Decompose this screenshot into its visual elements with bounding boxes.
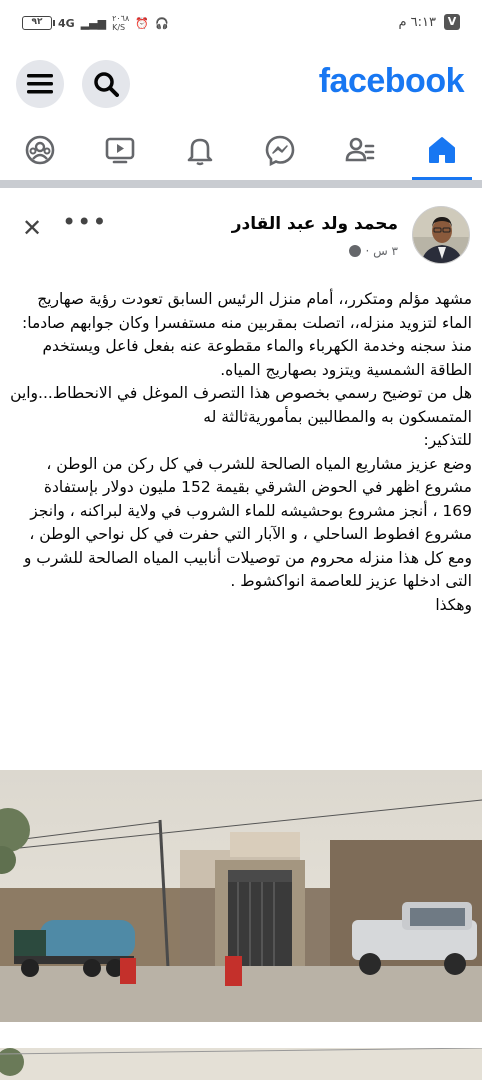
- status-right: [398, 14, 460, 30]
- nav-bar: [0, 122, 482, 180]
- nav-tab-notifications[interactable]: [178, 128, 222, 172]
- headphones-icon: 🎧: [154, 16, 169, 30]
- photo-scene: [0, 770, 482, 1022]
- groups-icon: [24, 134, 56, 166]
- bell-icon: [184, 134, 216, 166]
- close-icon[interactable]: ✕: [22, 214, 43, 242]
- status-left: [22, 14, 169, 32]
- post-text: مشهد مؤلم ومتكرر،، أمام منزل الرئيس السابق تعودت رؤية صهاريج الماء لتزويد منزله،، اتصلت بمقربين منه مستفسرا وكان جوابهم صادما: منذ سجنه وخدمة الكهرباء والماء مقطوعة عنه بفعل فاعل ويستخدم الطاقة الشمسية ويتزود بصهاريج المياه. هل من توضيح رسمي بخصوص هذا التصرف الموغل في الانحطاط...واين المتمسكون به والمطالبين بمأموريةثالثة له للتذكير: وضع عزيز مشاريع المياه الصالحة للشرب في كل ركن من الوطن ، مشروع اظهر في الحوض الشرقي بقيمة 152 مليون دولار بإستفادة 169 ، أنجز مشروع بوحشيشه للماء الشروب في ولاية لبراكنه ، وانجز مشروع افطوط الساحلي ، و الآبار التي حفرت في كل نواحي الوطن ، ومع كل هذا منزله محروم من توصيلات أنابيب المياه الصالحة للشرب و التى ادخلها عزيز للعاصمة انواكشوط . وهكذا: [10, 290, 472, 614]
- more-options-icon[interactable]: •••: [62, 208, 108, 236]
- post-card: [0, 188, 482, 1080]
- avatar-photo: [413, 207, 470, 264]
- alarm-icon: ⏰: [135, 16, 149, 30]
- watch-icon: [104, 134, 136, 166]
- globe-icon: [349, 245, 361, 257]
- section-divider: [0, 180, 482, 188]
- post-meta: [349, 244, 398, 258]
- nav-tab-messenger[interactable]: [258, 128, 302, 172]
- nav-tab-home[interactable]: [420, 128, 464, 172]
- speed-readout: [112, 14, 129, 32]
- battery-level: ٩٢: [31, 17, 43, 27]
- clock: ٦:١٣ م: [398, 14, 436, 30]
- network-label: 4G: [58, 16, 75, 30]
- photo-2-scene: [0, 1048, 482, 1080]
- status-bar: [0, 0, 482, 50]
- speed-unit: K/S: [112, 23, 126, 32]
- search-button[interactable]: [82, 60, 130, 108]
- facebook-logo[interactable]: facebook: [318, 62, 464, 100]
- battery-icon: [22, 16, 52, 30]
- search-icon: [93, 71, 119, 97]
- signal-icon: ▂▄▆: [80, 16, 107, 30]
- speed-value: ٢٠٦٨: [112, 14, 130, 23]
- nav-tab-groups[interactable]: [18, 128, 62, 172]
- post-photo[interactable]: [0, 770, 482, 1022]
- app-header: [0, 50, 482, 120]
- v-badge-icon: V: [444, 14, 460, 30]
- author-avatar[interactable]: [412, 206, 470, 264]
- menu-button[interactable]: [16, 60, 64, 108]
- post-photo-2[interactable]: [0, 1048, 482, 1080]
- author-name[interactable]: محمد ولد عبد القادر: [231, 214, 398, 234]
- hamburger-icon: [27, 73, 53, 95]
- home-icon: [426, 134, 458, 166]
- messenger-icon: [264, 134, 296, 166]
- nav-tab-friends[interactable]: [338, 128, 382, 172]
- nav-tab-watch[interactable]: [98, 128, 142, 172]
- post-time[interactable]: ٣ س ·: [365, 244, 398, 258]
- friends-icon: [344, 134, 376, 166]
